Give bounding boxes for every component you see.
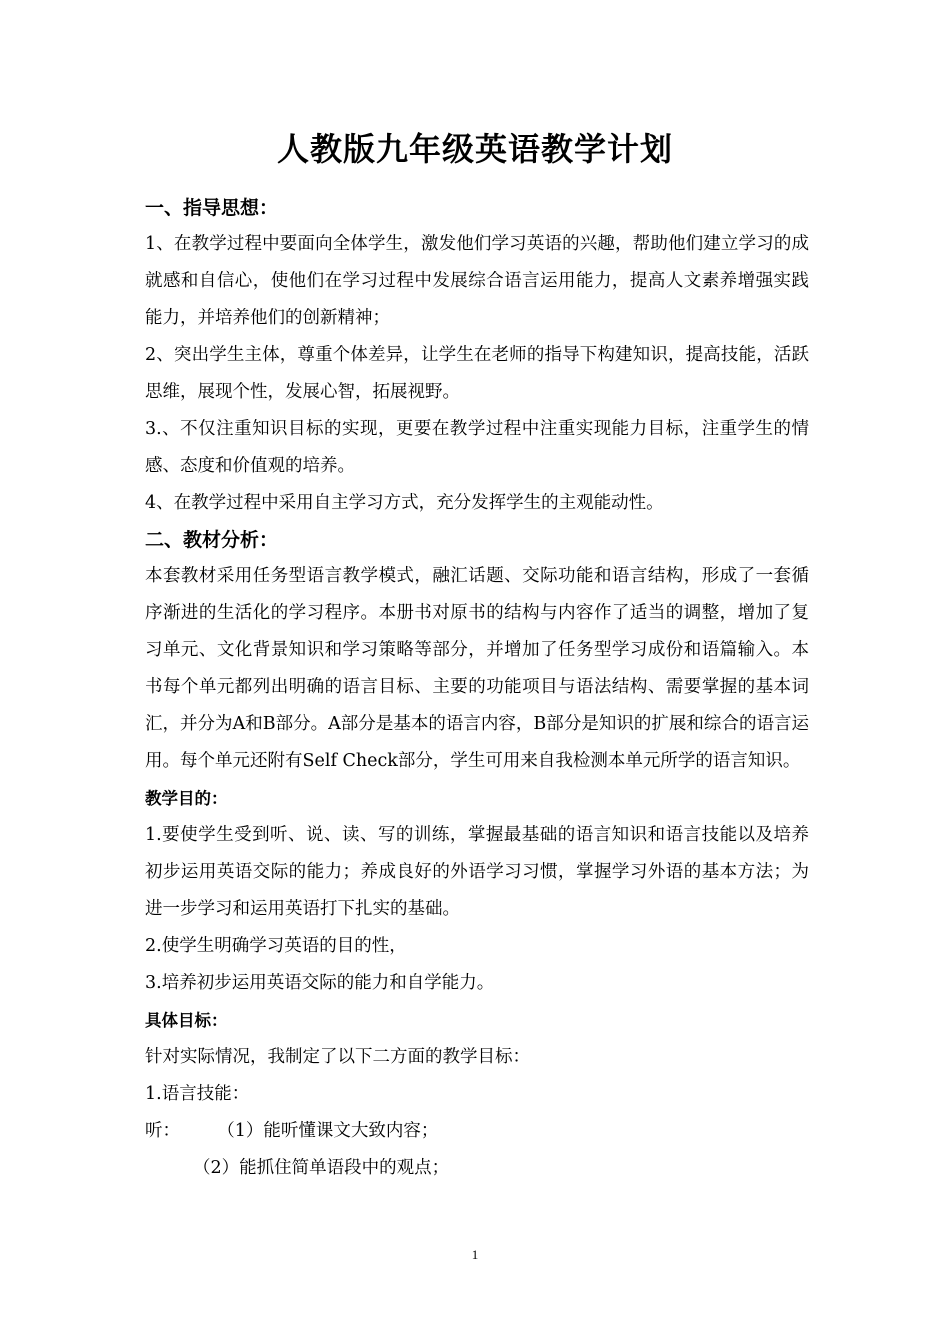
paragraph: 1、在教学过程中要面向全体学生，激发他们学习英语的兴趣，帮助他们建立学习的成就感和自信心，使他们在学习过程中发展综合语言运用能力，提高人文素养增强实践能力，并培养他们的创新精神； xyxy=(145,234,809,328)
skills-label: 1.语言技能： xyxy=(145,1084,250,1104)
paragraph: 本套教材采用任务型语言教学模式，融汇话题、交际功能和语言结构，形成了一套循序渐进的生活化的学习程序。本册书对原书的结构与内容作了适当的调整，增加了复习单元、文化背景知识和学习策略等部分，并增加了任务型学习成份和语篇输入。本书每个单元都列出明确的语言目标、主要的功能项目与语法结构、需要掌握的基本词汇，并分为A和B部分。A部分是基本的语言内容，B部分是知识的扩展和综合的语言运用。每个单元还附有Self Check部分，学生可用来自我检测本单元所学的语言知识。 xyxy=(145,566,809,771)
page-number: 1 xyxy=(471,1247,479,1262)
section-heading-guiding-ideology: 一、指导思想： xyxy=(145,197,279,219)
document-body xyxy=(145,190,809,1187)
document-title: 人教版九年级英语教学计划 xyxy=(276,130,673,168)
paragraph: 针对实际情况，我制定了以下二方面的教学目标： xyxy=(145,1047,530,1067)
listening-item: （1）能听懂课文大致内容； xyxy=(226,1121,439,1141)
listening-item: （2）能抓住简单语段中的观点； xyxy=(193,1158,450,1178)
paragraph: 2、突出学生主体，尊重个体差异，让学生在老师的指导下构建知识，提高技能，活跃思维，展现个性，发展心智，拓展视野。 xyxy=(145,345,809,402)
listening-label: 听： xyxy=(145,1121,180,1141)
listening-row xyxy=(145,1113,809,1150)
paragraph: 3.、不仅注重知识目标的实现，更要在教学过程中注重实现能力目标，注重学生的情感、态度和价值观的培养。 xyxy=(145,419,809,476)
paragraph: 4、在教学过程中采用自主学习方式，充分发挥学生的主观能动性。 xyxy=(145,493,664,513)
paragraph: 2.使学生明确学习英语的目的性， xyxy=(145,936,407,956)
paragraph: 3.培养初步运用英语交际的能力和自学能力。 xyxy=(145,973,495,993)
section-heading-textbook-analysis: 二、教材分析： xyxy=(145,529,279,551)
subheading-teaching-goals: 教学目的： xyxy=(145,789,228,808)
subheading-specific-goals: 具体目标： xyxy=(145,1011,228,1030)
paragraph: 1.要使学生受到听、说、读、写的训练，掌握最基础的语言知识和语言技能以及培养初步运用英语交际的能力；养成良好的外语学习习惯，掌握学习外语的基本方法；为进一步学习和运用英语打下扎实的基础。 xyxy=(145,825,809,919)
